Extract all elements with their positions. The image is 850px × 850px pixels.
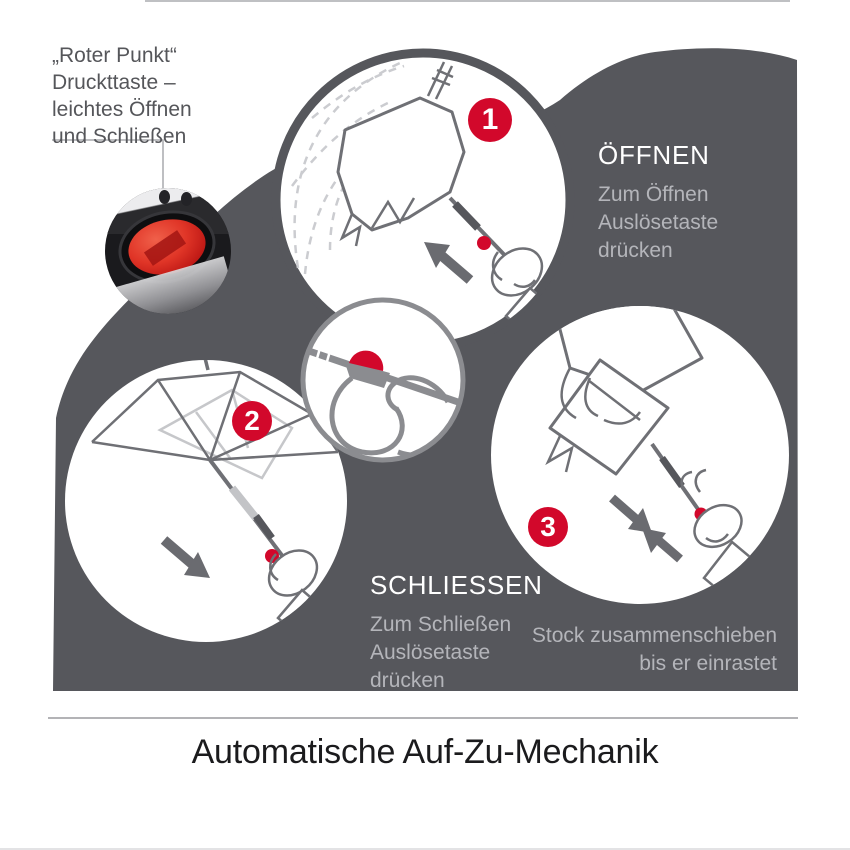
close-heading: SCHLIESSEN [370,570,543,600]
red-dot-callout [52,42,192,150]
top-hairline [145,0,790,2]
callout-line: leichtes Öffnen [52,98,192,121]
callout-line: „Roter Punkt“ [52,44,177,67]
callout-line: Druckttaste – [52,71,176,94]
open-step-text [598,140,718,265]
close-line: Zum Schließen [370,613,512,636]
footer-divider-line [48,717,798,719]
close-line: Auslösetaste [370,641,491,664]
collapse-step-text [532,622,777,678]
callout-line: und Schließen [52,125,187,148]
step-number: 2 [244,405,260,436]
open-line: Auslösetaste [598,211,719,234]
open-heading: ÖFFNEN [598,140,710,170]
photo-notch [159,190,170,204]
step-badge-2 [232,401,272,441]
step-number: 3 [540,511,556,542]
open-line: Zum Öffnen [598,183,709,206]
step-badge-3 [528,507,568,547]
photo-notch [181,192,192,206]
red-release-button-photo [105,188,231,314]
step-badge-1 [468,98,512,142]
collapse-line: Stock zusammenschieben [531,624,777,647]
step-number: 1 [481,103,499,136]
open-line: drücken [598,239,673,262]
collapse-line: bis er einrastet [639,652,777,675]
close-step-text [370,570,543,695]
page-title: Automatische Auf-Zu-Mechanik [191,733,659,771]
close-line: drücken [370,669,445,692]
